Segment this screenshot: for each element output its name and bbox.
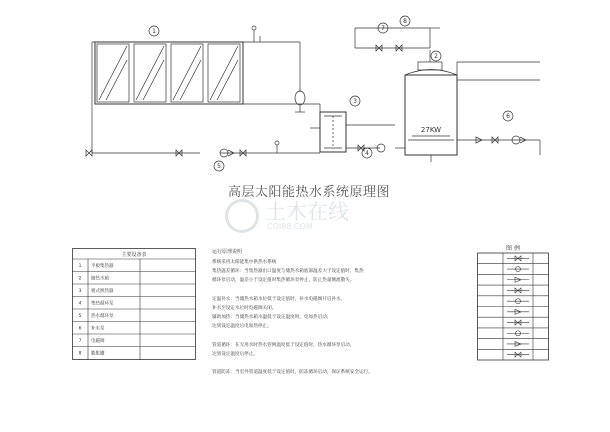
equipment-row-name: 膨胀罐 — [91, 351, 105, 357]
description-line: 系统采用太阳能集中供热水系统 — [212, 260, 277, 265]
description-line: 达到设定温度后电加热停止。 — [212, 324, 272, 330]
equipment-row-name: 板式换热器 — [91, 289, 114, 294]
plate-heat-exchanger — [320, 112, 346, 152]
description-line: 集热温差循环：当集热器出口温度与储热水箱底部温差大于设定值时，集热 — [212, 269, 364, 275]
equipment-row-name: 热水循环泵 — [91, 314, 114, 319]
description-line: 补水至设定水位时电磁阀关闭。 — [212, 306, 277, 311]
callout-number: 3 — [353, 98, 357, 106]
watermark-domain: COI88.COM — [267, 222, 313, 231]
description-line: 管道防冻：当室外管道温度低于设定值时，防冻循环启动，保证系统安全运行。 — [212, 370, 373, 376]
equipment-row-number: 5 — [78, 314, 82, 319]
legend-symbol — [507, 320, 529, 325]
collector-panel — [208, 44, 240, 102]
callout-number: 6 — [506, 113, 510, 121]
equipment-row-name: 电磁阀 — [91, 339, 105, 344]
callout-number: 1 — [152, 28, 156, 36]
expansion-tank — [295, 88, 305, 112]
equipment-row-number: 7 — [78, 339, 82, 344]
equipment-row-name: 平板集热器 — [91, 264, 114, 269]
description-line: 辅助加热：当储热水箱水温低于设定温度时，电加热启动， — [212, 315, 332, 321]
storage-tank — [405, 50, 457, 162]
legend-symbol — [507, 331, 529, 336]
callout-number: 4 — [365, 150, 369, 158]
callout-number: 5 — [217, 163, 221, 171]
legend-table — [477, 245, 549, 361]
legend-symbol — [507, 288, 529, 293]
equipment-table — [72, 248, 196, 360]
callout-number: 7 — [381, 25, 385, 33]
legend-title: 图 例 — [506, 245, 520, 252]
description-line: 管道循环：在无用水时热水管网温度低于设定值时，热水循环泵启动， — [212, 342, 355, 348]
equipment-row-name: 储热水箱 — [91, 276, 109, 282]
collector-panel — [134, 44, 166, 102]
collector-panel — [171, 44, 203, 102]
equipment-row-number: 3 — [78, 289, 82, 294]
description-line: 循环泵启动，温差小于设定值时集热循环泵停止，防止热量倒流散失。 — [212, 278, 355, 284]
description-heading: 运行原理说明 — [212, 249, 243, 255]
legend-symbol — [507, 267, 529, 272]
equipment-row-number: 8 — [78, 351, 82, 357]
equipment-row-name: 集热循环泵 — [91, 301, 114, 307]
equipment-row-number: 4 — [78, 301, 82, 307]
watermark-logo-icon — [225, 199, 259, 233]
solar-collector-array — [95, 42, 243, 104]
legend-symbol — [507, 299, 529, 304]
watermark — [225, 196, 425, 236]
equipment-row-number: 1 — [78, 264, 82, 269]
legend-symbol — [507, 341, 529, 346]
thermometer — [275, 141, 279, 153]
callout-number: 2 — [434, 53, 438, 61]
description-line: 达到设定温度后停止。 — [212, 352, 258, 357]
drawing-title: 高层太阳能热水系统原理图 — [228, 185, 391, 200]
legend-symbol — [507, 256, 529, 261]
callout-number: 8 — [403, 18, 407, 26]
gate-valve — [86, 150, 92, 156]
watermark-brand: 土木在线 — [265, 200, 349, 224]
equipment-row-number: 2 — [78, 276, 82, 282]
equipment-row-number: 6 — [78, 326, 82, 332]
equipment-table-title: 主要设备表 — [121, 252, 147, 258]
tank-label: 27KW — [420, 126, 442, 134]
legend-symbol — [507, 277, 529, 282]
description-line: 定温补水：当储热水箱水位低于设定值时，补水电磁阀开启补水， — [212, 296, 346, 302]
collector-panel — [97, 44, 129, 102]
equipment-row-name: 补水泵 — [91, 326, 105, 332]
legend-symbol — [507, 352, 529, 357]
legend-symbol — [507, 309, 529, 314]
